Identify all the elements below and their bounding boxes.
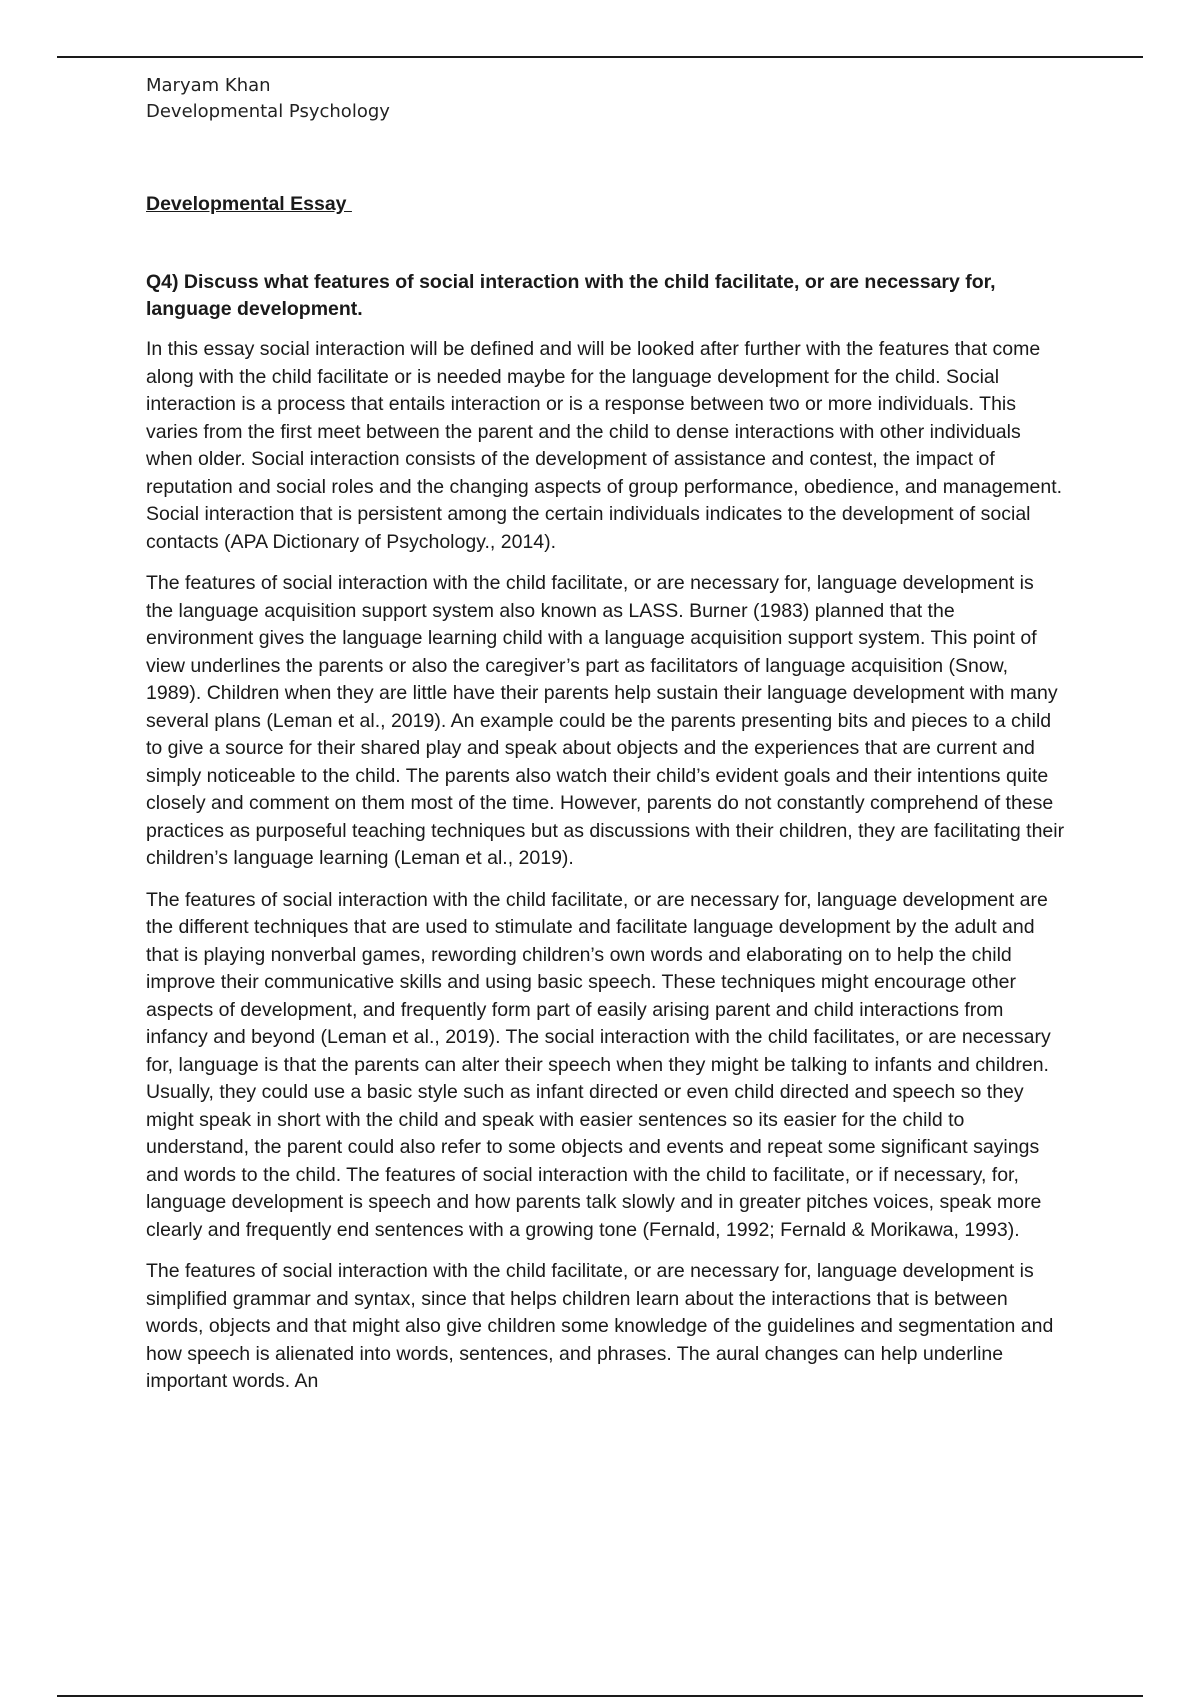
course-name: Developmental Psychology	[146, 101, 390, 122]
body-paragraph: The features of social interaction with the child facilitate, or are necessary for, language development is simplified grammar and syntax, since that helps children learn about the interactions that is between words, objects and that might also give children some knowledge of the guidelines and segmentation and how speech is alienated into words, sentences, and phrases. The aural changes can help underline important words. An	[146, 1260, 1054, 1392]
essay-question: Q4) Discuss what features of social interaction with the child facilitate, or are necessary for, language development.	[146, 271, 996, 320]
body-paragraph: The features of social interaction with the child facilitate, or are necessary for, language development is the language acquisition support system also known as LASS. Burner (1983) planned that the environment gives the language learning child with a language acquisition support system. This point of view underlines the parents or also the caregiver’s part as facilitators of language acquisition (Snow, 1989). Children when they are little have their parents help sustain their language development with many several plans (Leman et al., 2019). An example could be the parents presenting bits and pieces to a child to give a source for their shared play and speak about objects and the experiences that are current and simply noticeable to the child. The parents also watch their child’s evident goals and their intentions quite closely and comment on them most of the time. However, parents do not constantly comprehend of these practices as purposeful teaching techniques but as discussions with their children, they are facilitating their children’s language learning (Leman et al., 2019).	[146, 572, 1065, 869]
document-page	[146, 73, 1086, 1396]
essay-title: Developmental Essay	[146, 193, 352, 215]
top-rule	[57, 56, 1143, 58]
author-name: Maryam Khan	[146, 75, 271, 96]
bottom-rule	[57, 1695, 1143, 1697]
body-paragraph: In this essay social interaction will be defined and will be looked after further with the features that come along with the child facilitate or is needed maybe for the language development for the child. Social interaction is a process that entails interaction or is a response between two or more individuals. This varies from the first meet between the parent and the child to dense interactions with other individuals when older. Social interaction consists of the development of assistance and contest, the impact of reputation and social roles and the changing aspects of group performance, obedience, and management. Social interaction that is persistent among the certain individuals indicates to the development of social contacts (APA Dictionary of Psychology., 2014).	[146, 338, 1063, 553]
body-paragraph: The features of social interaction with the child facilitate, or are necessary for, language development are the different techniques that are used to stimulate and facilitate language development by the adult and that is playing nonverbal games, rewording children’s own words and elaborating on to help the child improve their communicative skills and using basic speech. These techniques might encourage other aspects of development, and frequently form part of easily arising parent and child interactions from infancy and beyond (Leman et al., 2019). The social interaction with the child facilitates, or are necessary for, language is that the parents can alter their speech when they might be talking to infants and children. Usually, they could use a basic style such as infant directed or even child directed and speech so they might speak in short with the child and speak with easier sentences so its easier for the child to understand, the parent could also refer to some objects and events and repeat some significant sayings and words to the child. The features of social interaction with the child to facilitate, or if necessary, for, language development is speech and how parents talk slowly and in greater pitches voices, speak more clearly and frequently end sentences with a growing tone (Fernald, 1992; Fernald & Morikawa, 1993).	[146, 888, 1051, 1241]
document-header	[146, 73, 1086, 125]
